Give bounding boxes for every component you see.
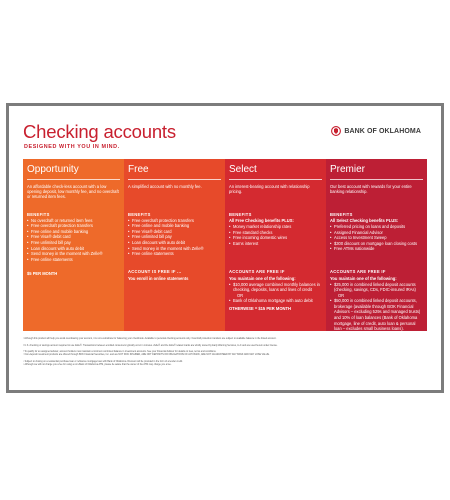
tagline: DESIGNED WITH YOU IN MIND. [24,144,120,150]
column-title: Select [229,164,257,175]
benefit-item: • Free Visa® debit card [128,229,221,235]
free-conditions [330,269,423,339]
column-description: An affordable check-less account with a low opening deposit, low monthly fee, and no overdraft or returned item fees. [27,183,119,199]
divider [229,179,322,180]
footnote: ¹ Although this product will help you avoid overdrawing your account, it is not a substitute for balancing your checkbook. Available to personal checking accounts only. Overdraft protection transfers are subject to available balance in the linked account. [23,338,277,340]
divider [27,179,120,180]
benefit-item: • Assigned Financial Advisor [330,230,423,236]
benefit-item: • Send money in the moment with Zelle® [27,251,120,257]
benefits-list [27,218,120,263]
poster-frame [6,103,444,393]
benefit-item: • Free unlimited bill pay [27,240,120,246]
or-separator: OR [237,292,244,298]
column-opportunity [23,159,124,331]
benefit-item: • No overdraft or returned item fees [27,218,120,224]
benefit-item: • Free overdraft protection transfers [128,218,221,224]
column-premier [326,159,427,339]
free-conditions [128,269,221,281]
column-description: Our best account with rewards for your entire banking relationship. [330,183,412,194]
footnotes [23,338,427,368]
column-title: Premier [330,164,366,175]
footnote: ⁵ Subject to closing on a residential purchase loan or refinance mortgage loan with Bank of Oklahoma. Discount will be provided in the form of a lender credit. [23,361,183,364]
free-condition: • $50,000 in combined linked deposit accounts, brokerage (available through BOK Financial Advisors – excluding 529s and managed trusts) and 10% of loan balances (Bank of Oklahoma mortgage, line of credit, auto loan & personal loan – excludes small business loans). [330,298,423,332]
brand-name: BANK OF OKLAHOMA [344,127,421,135]
benefit-item: • Free online statements [27,257,120,263]
benefit-item: • Free online statements [128,251,221,257]
free-condition: • $25,000 in combined linked deposit accounts (checking, savings, CDs, FDIC-insured IRAs) [330,282,423,293]
benefit-item: • Free unlimited bill pay [128,234,221,240]
benefit-item: • Access to Investment Sweep [330,235,423,241]
benefit-item: • Loan discount with auto debit [27,246,120,252]
monthly-price: OTHERWISE = $25 PER MONTH [330,333,392,339]
benefit-item: • Free Visa® debit card [27,234,120,240]
monthly-price: OTHERWISE = $15 PER MONTH [229,305,291,311]
benefit-item: • $300 discount on mortgage loan closing costs [330,241,423,247]
column-description: An interest-bearing account with relationship pricing. [229,183,310,194]
benefit-item: • Earns interest [229,241,322,247]
column-select [225,159,326,331]
benefit-item: • Preferred pricing on loans and deposits [330,224,423,230]
free-condition: • Bank of Oklahoma mortgage with auto debit [229,298,322,304]
footnote: ⁴ Non-deposit investment products are offered through BOK Financial Securities, Inc. and are NOT FDIC INSURED, ARE NOT DEPOSITS OR OBLIGATIONS OF ANY BANK, ARE NOT GUARANTEED BY ANY BANK AND MAY LOSE VALUE. [23,354,270,357]
free-label: ACCOUNTS ARE FREE IF [330,269,386,274]
benefits-list [128,218,221,257]
brand-logo [331,126,421,136]
monthly-price: $5 PER MONTH [27,271,58,276]
benefit-item: • Free overdraft protection transfers [27,223,120,229]
column-title: Opportunity [27,164,79,175]
footnote: ⁶ Although we will not charge you a fee for using a non-Bank of Oklahoma ATM, please be aware that the owner of the ATM may charge you a fee. [23,364,172,367]
free-conditions-list [330,282,423,332]
page-title: Checking accounts [23,121,176,142]
footnote: ³ To qualify for an assigned advisor, account holders must maintain a minimum combined balance in investment accounts. See your Financial Advisor for details on fees, terms and conditions. [23,351,217,354]
benefits-label: BENEFITS [330,211,353,217]
benefits-list [229,224,322,246]
benefits-lead: All Free Checking benefits PLUS: [229,218,294,224]
free-conditions-list [229,282,322,304]
footnote: ² U.S. checking or savings account required to use Zelle®. Transactions between enrolled consumers typically occur in minutes. Zelle® and the Zelle® related marks are wholly owned by Early Warning Services, LLC and are used herein under license. [23,344,278,347]
divider [330,179,423,180]
free-condition: You enroll in online statements [128,275,189,281]
benefit-item: • Free standard checks [229,230,322,236]
benefits-label: BENEFITS [229,211,252,217]
bok-shield-icon [331,126,341,136]
benefits-lead: All Select Checking benefits PLUS: [330,218,399,224]
benefit-item: • Money market relationship rates [229,224,322,230]
benefit-item: • Free incoming domestic wires [229,235,322,241]
poster-sheet [9,106,441,390]
benefit-item: • Free online and mobile banking [27,229,120,235]
benefits-label: BENEFITS [27,211,50,217]
benefit-item: • Loan discount with auto debit [128,240,221,246]
free-lead: You maintain one of the following: [229,275,296,281]
free-condition: • $10,000 average combined monthly balances in checking, deposits, loans and lines of credit [229,282,322,293]
divider [128,179,221,180]
column-description: A simplified account with no monthly fee. [128,183,202,189]
or-separator: OR [338,292,345,298]
column-free [124,159,225,331]
benefit-item: • Send money in the moment with Zelle® [128,246,221,252]
free-conditions [229,269,322,311]
benefits-list [330,224,423,252]
benefit-item: • Free online and mobile banking [128,223,221,229]
free-lead: You maintain one of the following: [330,275,397,281]
benefit-item: • Free ATMs nationwide [330,246,423,252]
free-label: ACCOUNTS ARE FREE IF [229,269,285,274]
column-title: Free [128,164,149,175]
benefits-label: BENEFITS [128,211,151,217]
free-label: ACCOUNT IS FREE IF ... [128,269,182,274]
